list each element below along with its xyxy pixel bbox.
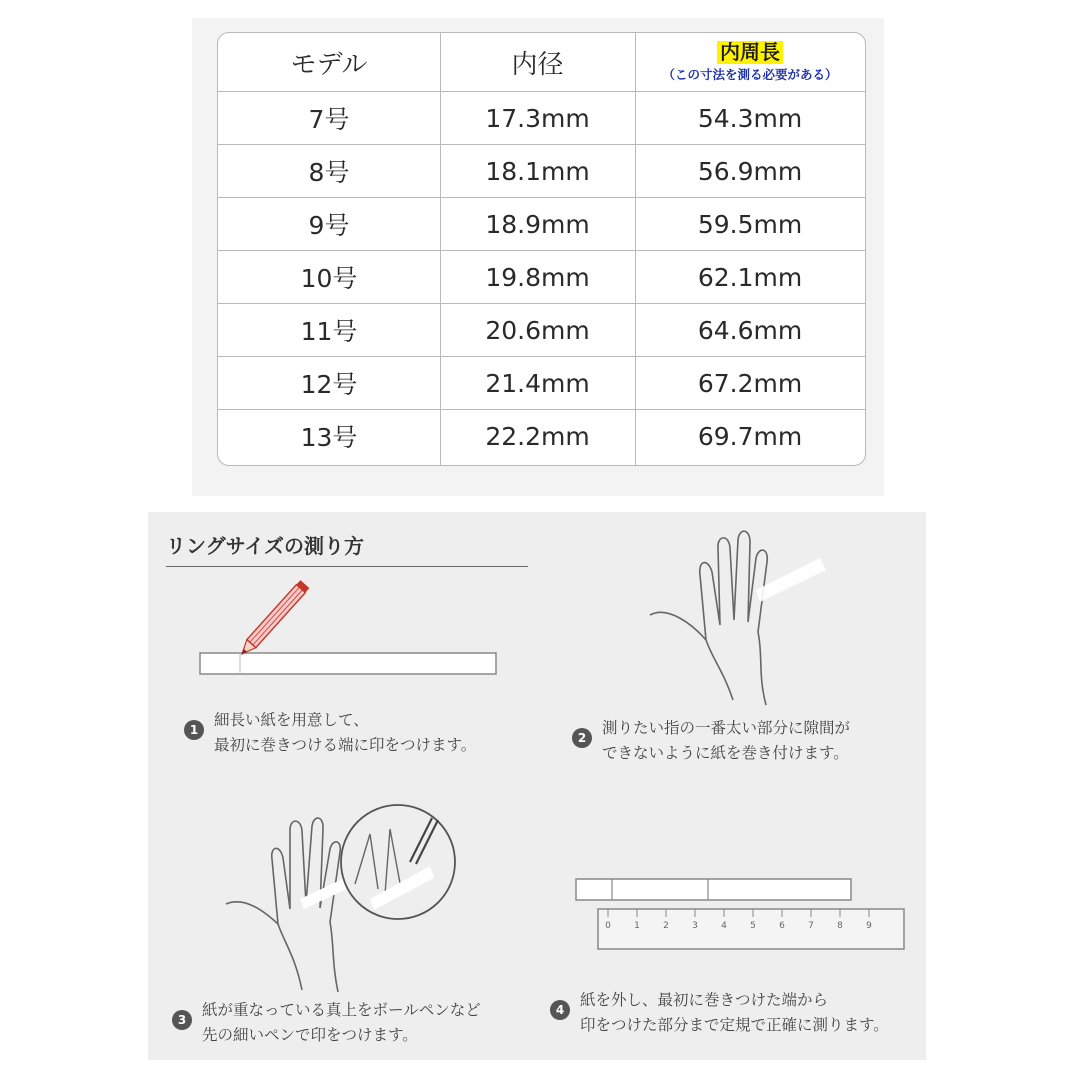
- step-1-line-2: 最初に巻きつける端に印をつけます。: [214, 736, 477, 754]
- cell-diameter: 22.2mm: [485, 421, 590, 451]
- cell-diameter: 18.9mm: [485, 209, 590, 239]
- ruler-tick-label: 2: [663, 921, 669, 931]
- step-2: [572, 716, 850, 766]
- table-row: [218, 303, 865, 356]
- cell-diameter: 17.3mm: [485, 103, 590, 133]
- cell-circumference: 64.6mm: [697, 315, 803, 345]
- step-4-line-1: 紙を外し、最初に巻きつけた端から: [580, 991, 829, 1009]
- step-3-line-1: 紙が重なっている真上をボールペンなど: [202, 1001, 481, 1019]
- table-row: [218, 356, 865, 409]
- ruler-tick-label: 7: [808, 921, 814, 931]
- step-4: [550, 988, 889, 1038]
- cell-diameter: 18.1mm: [485, 156, 590, 186]
- guide-title: リングサイズの測り方: [166, 534, 364, 558]
- cell-model: 7号: [308, 105, 350, 134]
- hand-mark-magnifier-icon: [220, 804, 470, 994]
- cell-circumference: 69.7mm: [697, 421, 803, 451]
- step-1: [184, 708, 476, 758]
- step-3-line-2: 先の細いペンで印をつけます。: [202, 1026, 418, 1044]
- table-row: [218, 409, 865, 462]
- ruler-tick-label: 6: [779, 921, 785, 931]
- step-2-line-2: できないように紙を巻き付けます。: [602, 744, 849, 762]
- header-inner-circumference: [635, 33, 865, 91]
- ruler-tick-label: 4: [721, 921, 727, 931]
- ruler-tick-label: 3: [692, 921, 698, 931]
- header-inner-diameter: 内径: [511, 49, 564, 80]
- cell-circumference: 59.5mm: [697, 209, 803, 239]
- cell-diameter: 21.4mm: [485, 368, 590, 398]
- table-row: [218, 144, 865, 197]
- cell-model: 13号: [300, 423, 358, 452]
- cell-model: 12号: [300, 370, 358, 399]
- header-circumference-note: （この寸法を測る必要がある）: [662, 67, 838, 82]
- step-3: [172, 998, 481, 1048]
- step-number: 2: [572, 728, 592, 748]
- step-2-line-1: 測りたい指の一番太い部分に隙間が: [602, 719, 851, 737]
- cell-diameter: 20.6mm: [485, 315, 590, 345]
- header-circumference-title: 内周長: [717, 41, 783, 64]
- step-number: 1: [184, 720, 204, 740]
- title-underline: [166, 566, 528, 567]
- table-header-row: [218, 33, 865, 91]
- ruler-tick-label: 1: [634, 921, 640, 931]
- ruler-tick-label: 9: [866, 921, 872, 931]
- cell-circumference: 56.9mm: [697, 156, 803, 186]
- step-number: 3: [172, 1010, 192, 1030]
- table-row: [218, 197, 865, 250]
- pencil-icon: [198, 594, 508, 684]
- ruler-icon: [574, 876, 909, 954]
- step-1-line-1: 細長い紙を用意して、: [214, 711, 369, 729]
- cell-circumference: 62.1mm: [697, 262, 803, 292]
- ruler-tick-label: 0: [605, 921, 611, 931]
- header-model: モデル: [290, 49, 368, 80]
- ring-size-table: [217, 32, 866, 466]
- ruler-tick-label: 8: [837, 921, 843, 931]
- cell-model: 8号: [308, 158, 350, 187]
- step-number: 4: [550, 1000, 570, 1020]
- hand-wrap-icon: [638, 520, 838, 710]
- cell-circumference: 67.2mm: [697, 368, 803, 398]
- cell-model: 11号: [300, 317, 358, 346]
- cell-model: 10号: [300, 264, 358, 293]
- table-row: [218, 91, 865, 144]
- cell-diameter: 19.8mm: [485, 262, 590, 292]
- measurement-guide-panel: [148, 512, 926, 1060]
- cell-model: 9号: [308, 211, 350, 240]
- size-table-panel: [192, 18, 884, 496]
- cell-circumference: 54.3mm: [697, 103, 803, 133]
- step-4-line-2: 印をつけた部分まで定規で正確に測ります。: [580, 1016, 889, 1034]
- ruler-tick-label: 5: [750, 921, 756, 931]
- table-row: [218, 250, 865, 303]
